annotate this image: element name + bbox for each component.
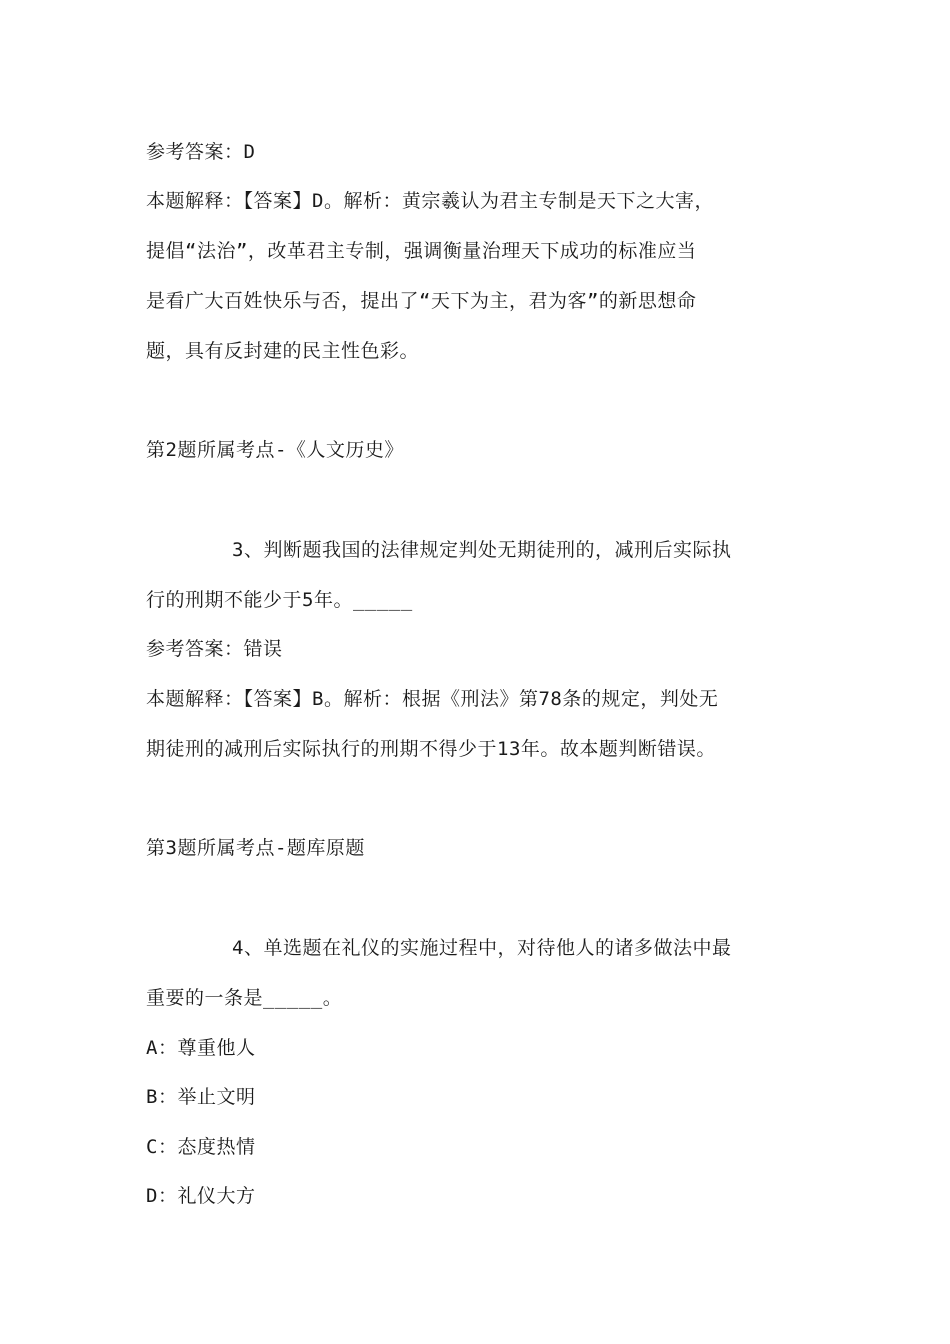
q3-explanation-line-1: 本题解释：【答案】B。解析：根据《刑法》第78条的规定，判处无 bbox=[146, 688, 719, 710]
q2-explanation-line-2: 提倡“法治”，改革君主专制，强调衡量治理天下成功的标准应当 bbox=[146, 240, 697, 262]
q2-explanation-line-4: 题，具有反封建的民主性色彩。 bbox=[146, 340, 420, 362]
q3-answer: 参考答案：错误 bbox=[146, 638, 283, 660]
q3-topic: 第3题所属考点-题库原题 bbox=[146, 837, 365, 859]
q4-question-line-2: 重要的一条是_____。 bbox=[146, 987, 343, 1009]
q2-explanation-line-1: 本题解释：【答案】D。解析：黄宗羲认为君主专制是天下之大害， bbox=[146, 190, 714, 212]
q4-question-line-1: 4、单选题在礼仪的实施过程中，对待他人的诸多做法中最 bbox=[232, 937, 732, 959]
q3-question-line-1: 3、判断题我国的法律规定判处无期徒刑的，减刑后实际执 bbox=[232, 539, 732, 561]
q4-option-b: B：举止文明 bbox=[146, 1086, 256, 1108]
q2-explanation-line-3: 是看广大百姓快乐与否，提出了“天下为主，君为客”的新思想命 bbox=[146, 290, 697, 312]
q4-option-c: C：态度热情 bbox=[146, 1136, 256, 1158]
q3-question-line-2: 行的刑期不能少于5年。_____ bbox=[146, 589, 413, 611]
q2-topic: 第2题所属考点-《人文历史》 bbox=[146, 439, 404, 461]
q4-option-a: A：尊重他人 bbox=[146, 1037, 256, 1059]
q2-answer: 参考答案：D bbox=[146, 141, 256, 163]
q4-option-d: D：礼仪大方 bbox=[146, 1185, 256, 1207]
q3-explanation-line-2: 期徒刑的减刑后实际执行的刑期不得少于13年。故本题判断错误。 bbox=[146, 738, 716, 760]
